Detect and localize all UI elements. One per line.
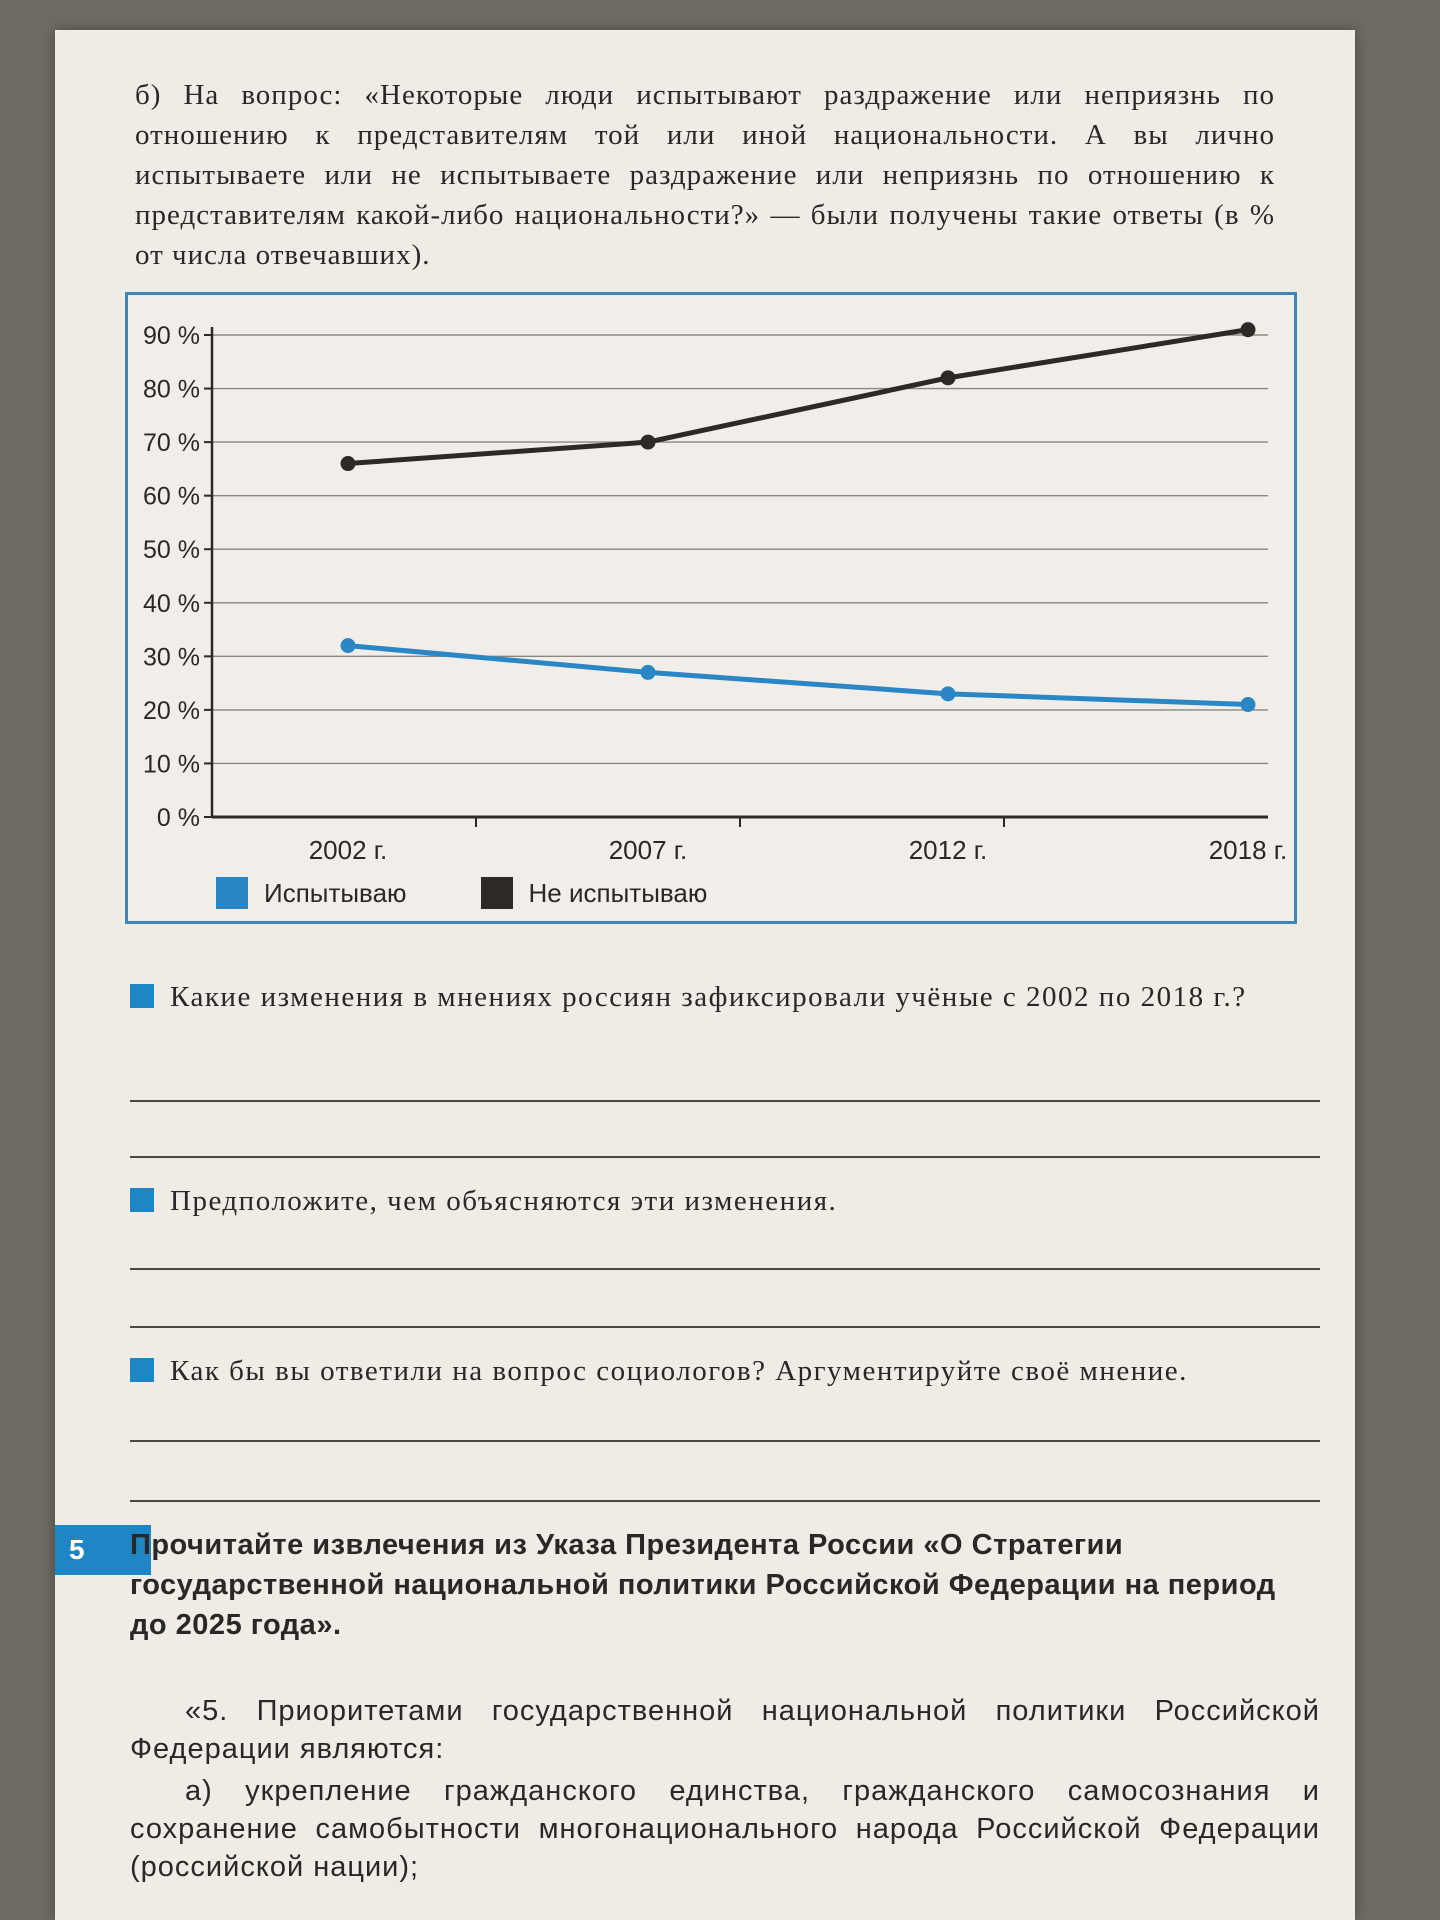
legend-item-not-experience — [481, 877, 708, 909]
answer-line[interactable] — [130, 1500, 1320, 1502]
data-point — [1241, 322, 1256, 337]
task-number-badge: 5 — [55, 1525, 151, 1575]
answer-line[interactable] — [130, 1100, 1320, 1102]
question-text: Какие изменения в мнениях россиян зафиксировали учёные с 2002 по 2018 г.? — [170, 981, 1247, 1013]
legend-label: Испытываю — [264, 877, 407, 908]
question-1 — [130, 978, 1320, 1016]
task-title: Прочитайте извлечения из Указа Президента России «О Стратегии государственной национальной политики Российской Федерации на период до 2025 года». — [130, 1529, 1276, 1641]
legend-item-experience — [216, 877, 407, 909]
x-tick-label: 2002 г. — [308, 835, 388, 865]
y-tick-label: 30 % — [143, 643, 200, 672]
line-chart — [128, 295, 1294, 921]
legend-swatch-dark — [481, 877, 513, 909]
y-tick-label: 70 % — [143, 429, 200, 458]
question-marker-icon — [130, 1188, 154, 1212]
data-point — [341, 638, 356, 653]
intro-paragraph: б) На вопрос: «Некоторые люди испытывают раздражение или неприязнь по отношению к представителям той или иной национальности. А вы лично испытываете или не испытываете раздражение или неприязнь по отношению к представителям какой-либо национальности?» — были получены такие ответы (в % от числа отвечавших). — [135, 79, 1275, 271]
question-3 — [130, 1352, 1320, 1390]
y-tick-label: 10 % — [143, 750, 200, 779]
answer-line[interactable] — [130, 1156, 1320, 1158]
y-tick-label: 40 % — [143, 589, 200, 618]
data-point — [941, 686, 956, 701]
quote-paragraph-2: а) укрепление гражданского единства, гражданского самосознания и сохранение самобытности многонационального народа Российской Федерации (российской нации); — [130, 1775, 1320, 1883]
legend-swatch-blue — [216, 877, 248, 909]
chart-legend — [216, 877, 781, 909]
data-point — [341, 456, 356, 471]
question-text: Предположите, чем объясняются эти изменения. — [170, 1185, 838, 1217]
answer-line[interactable] — [130, 1268, 1320, 1270]
x-tick-label: 2012 г. — [908, 835, 988, 865]
y-tick-label: 90 % — [143, 322, 200, 350]
answer-line[interactable] — [130, 1326, 1320, 1328]
question-text: Как бы вы ответили на вопрос социологов? Аргументируйте своё мнение. — [170, 1355, 1188, 1387]
data-point — [1241, 697, 1256, 712]
series-line-0 — [348, 646, 1248, 705]
y-tick-label: 0 % — [156, 804, 200, 832]
data-point — [641, 435, 656, 450]
series-line-1 — [348, 330, 1248, 464]
y-tick-label: 60 % — [143, 482, 200, 511]
y-tick-label: 80 % — [143, 375, 200, 404]
question-marker-icon — [130, 1358, 154, 1382]
chart-frame — [125, 292, 1297, 924]
x-tick-label: 2018 г. — [1208, 835, 1288, 865]
data-point — [941, 370, 956, 385]
textbook-page — [55, 30, 1355, 1920]
y-tick-label: 20 % — [143, 696, 200, 725]
quote-paragraph-1: «5. Приоритетами государственной национальной политики Российской Федерации являются: — [130, 1695, 1320, 1765]
answer-line[interactable] — [130, 1440, 1320, 1442]
legend-label: Не испытываю — [528, 877, 708, 908]
y-tick-label: 50 % — [143, 536, 200, 565]
x-tick-label: 2007 г. — [608, 835, 688, 865]
data-point — [641, 665, 656, 680]
question-marker-icon — [130, 984, 154, 1008]
question-2 — [130, 1182, 1320, 1220]
